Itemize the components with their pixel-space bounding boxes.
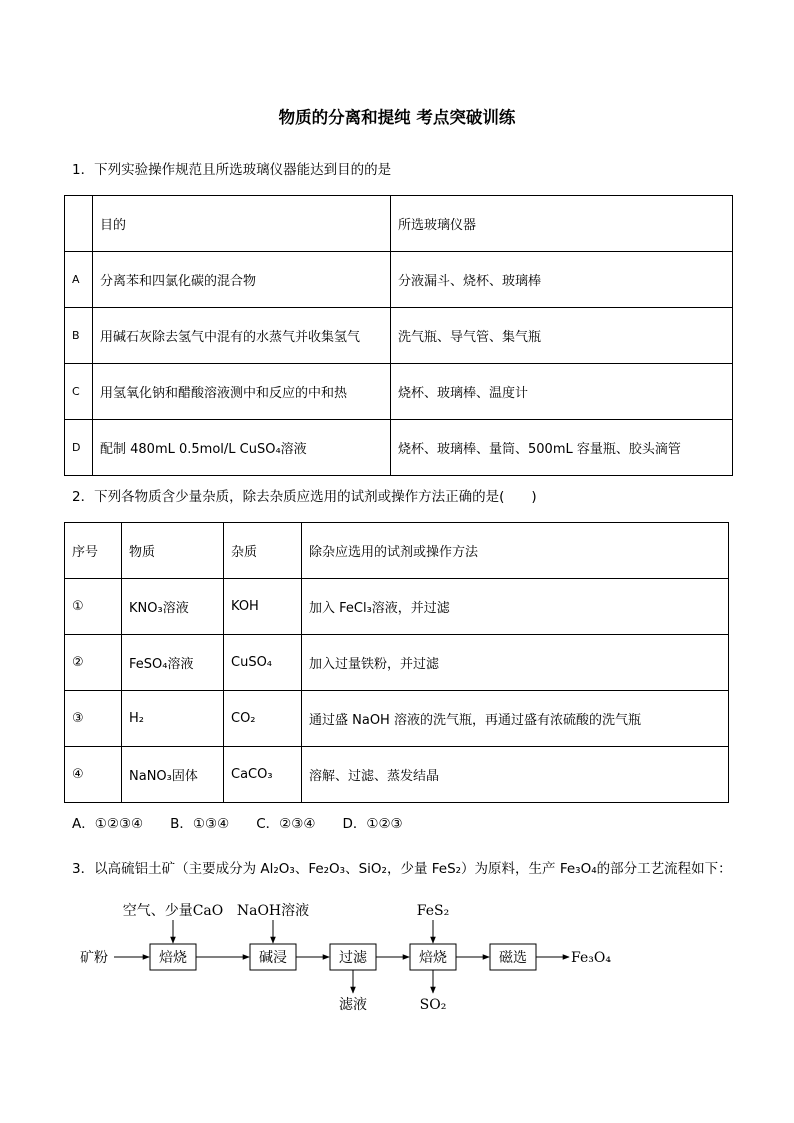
- table-header-cell: 杂质: [224, 523, 302, 579]
- table-cell: 分液漏斗、烧杯、玻璃棒: [391, 252, 733, 308]
- table-cell: KOH: [224, 579, 302, 635]
- table-cell: 用碱石灰除去氢气中混有的水蒸气并收集氢气: [93, 308, 391, 364]
- table-row: [65, 579, 729, 635]
- table-cell: 溶解、过滤、蒸发结晶: [302, 747, 729, 803]
- table-cell: ②: [65, 635, 122, 691]
- table-cell: CuSO₄: [224, 635, 302, 691]
- table-cell: KNO₃溶液: [122, 579, 224, 635]
- flow-input-label: 矿粉: [80, 950, 108, 966]
- question-1-stem: 1．下列实验操作规范且所选玻璃仪器能达到目的的是: [72, 162, 392, 178]
- flow-step-roast-1: 焙烧: [159, 950, 187, 966]
- table-row: [65, 420, 733, 476]
- table-cell: ①: [65, 579, 122, 635]
- flow-add-air-cao: 空气、少量CaO: [122, 903, 224, 919]
- flow-step-filter: 过滤: [339, 950, 367, 966]
- table-header-cell: 序号: [65, 523, 122, 579]
- table-row: [65, 635, 729, 691]
- table-cell: ③: [65, 691, 122, 747]
- flow-product-label: Fe₃O₄: [571, 950, 611, 966]
- table-cell: 分离苯和四氯化碳的混合物: [93, 252, 391, 308]
- table-cell: B: [65, 308, 93, 364]
- table-cell: A: [65, 252, 93, 308]
- question-3-stem: 3．以高硫铝土矿（主要成分为 Al₂O₃、Fe₂O₃、SiO₂，少量 FeS₂）为原料，生产 Fe₃O₄的部分工艺流程如下：: [72, 861, 732, 877]
- table-row: [65, 364, 733, 420]
- flow-add-naoh: NaOH溶液: [236, 903, 310, 919]
- table-cell: CaCO₃: [224, 747, 302, 803]
- table-cell: 烧杯、玻璃棒、量筒、500mL 容量瓶、胶头滴管: [391, 420, 733, 476]
- flow-out-filtrate: 滤液: [339, 997, 367, 1013]
- table-row: [65, 691, 729, 747]
- flow-step-magnetic-separation: 磁选: [499, 950, 527, 966]
- question-1-table: [64, 195, 733, 476]
- table-cell: 烧杯、玻璃棒、温度计: [391, 364, 733, 420]
- table-cell: CO₂: [224, 691, 302, 747]
- table-header-cell: 目的: [93, 196, 391, 252]
- process-flow-diagram: [0, 890, 794, 1020]
- table-cell: 配制 480mL 0.5mol/L CuSO₄溶液: [93, 420, 391, 476]
- table-cell: FeSO₄溶液: [122, 635, 224, 691]
- flow-add-fes2: FeS₂: [416, 903, 450, 919]
- table-row: [65, 747, 729, 803]
- table-cell: [65, 196, 93, 252]
- table-cell: 加入过量铁粉，并过滤: [302, 635, 729, 691]
- table-cell: ④: [65, 747, 122, 803]
- table-row: [65, 252, 733, 308]
- table-cell: 加入 FeCl₃溶液，并过滤: [302, 579, 729, 635]
- page-title: 物质的分离和提纯 考点突破训练: [278, 108, 516, 127]
- table-cell: NaNO₃固体: [122, 747, 224, 803]
- question-2-table: [64, 522, 729, 803]
- table-row: [65, 308, 733, 364]
- table-header-cell: 所选玻璃仪器: [391, 196, 733, 252]
- table-cell: 用氢氧化钠和醋酸溶液测中和反应的中和热: [93, 364, 391, 420]
- flow-step-alkali-leach: 碱浸: [259, 950, 287, 966]
- table-cell: 通过盛 NaOH 溶液的洗气瓶，再通过盛有浓硫酸的洗气瓶: [302, 691, 729, 747]
- table-cell: 洗气瓶、导气管、集气瓶: [391, 308, 733, 364]
- question-2-stem: 2．下列各物质含少量杂质，除去杂质应选用的试剂或操作方法正确的是( ): [72, 489, 537, 505]
- flow-out-so2: SO₂: [419, 997, 447, 1013]
- table-header-row: [65, 196, 733, 252]
- table-header-row: [65, 523, 729, 579]
- table-header-cell: 除杂应选用的试剂或操作方法: [302, 523, 729, 579]
- table-header-cell: 物质: [122, 523, 224, 579]
- table-cell: H₂: [122, 691, 224, 747]
- table-cell: D: [65, 420, 93, 476]
- flow-step-roast-2: 焙烧: [419, 950, 447, 966]
- question-2-options: A．①②③④ B．①③④ C．②③④ D．①②③: [72, 816, 403, 832]
- table-cell: C: [65, 364, 93, 420]
